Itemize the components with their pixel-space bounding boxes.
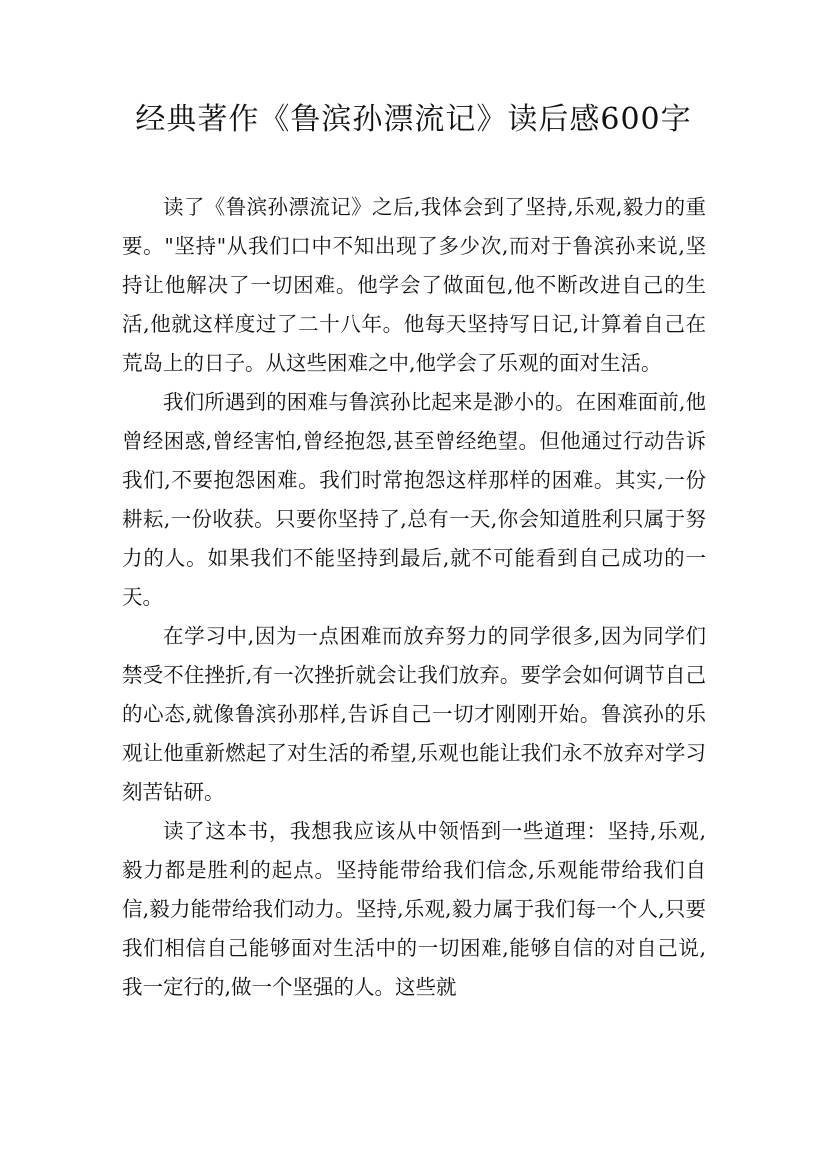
paragraph-3: 在学习中,因为一点困难而放弃努力的同学很多,因为同学们禁受不住挫折,有一次挫折就会让我们放弃。要学会如何调节自己的心态,就像鲁滨孙那样,告诉自己一切才刚刚开始。鲁滨孙的乐观让他重新燃起了对生活的希望,乐观也能让我们永不放弃对学习刻苦钻研。 (122, 624, 706, 804)
paragraph-2: 我们所遇到的困难与鲁滨孙比起来是渺小的。在困难面前,他曾经困惑,曾经害怕,曾经抱怨,甚至曾经绝望。但他通过行动告诉我们,不要抱怨困难。我们时常抱怨这样那样的困难。其实,一份耕耘,一份收获。只要你坚持了,总有一天,你会知道胜利只属于努力的人。如果我们不能坚持到最后,就不可能看到自己成功的一天。 (122, 390, 706, 609)
paragraph-1: 读了《鲁滨孙漂流记》之后,我体会到了坚持,乐观,毅力的重要。"坚持"从我们口中不知出现了多少次,而对于鲁滨孙来说,坚持让他解决了一切困难。他学会了做面包,他不断改进自己的生活,他就这样度过了二十八年。他每天坚持写日记,计算着自己在荒岛上的日子。从这些困难之中,他学会了乐观的面对生活。 (122, 195, 706, 375)
paragraph-4: 读了这本书，我想我应该从中领悟到一些道理：坚持,乐观,毅力都是胜利的起点。坚持能带给我们信念,乐观能带给我们自信,毅力能带给我们动力。坚持,乐观,毅力属于我们每一个人,只要我们相信自己能够面对生活中的一切困难,能够自信的对自己说,我一定行的,做一个坚强的人。这些就 (122, 819, 706, 999)
document-title: 经典著作《鲁滨孙漂流记》读后感600字 (135, 102, 692, 137)
document-body (122, 188, 706, 1007)
